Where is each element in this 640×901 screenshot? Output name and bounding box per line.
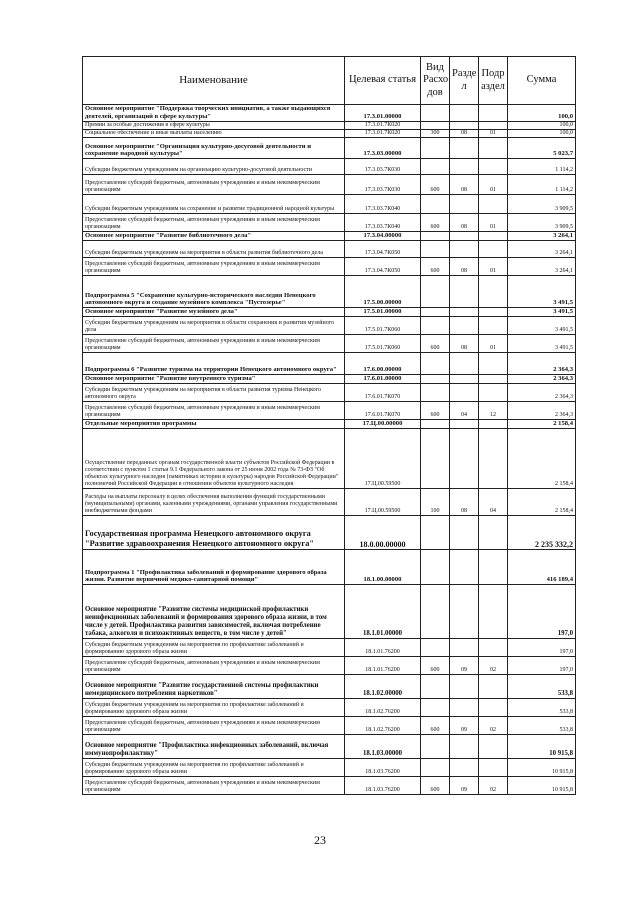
cell-razdel: [450, 122, 479, 130]
table-row: [83, 195, 576, 214]
cell-razdel: [450, 699, 479, 717]
table-row: [83, 159, 576, 175]
cell-vid: [421, 516, 450, 550]
table-row: [83, 675, 576, 699]
cell-vid: 600: [421, 214, 450, 232]
cell-name: Отдельные мероприятия программы: [83, 420, 345, 429]
cell-sum: 100,0: [508, 130, 576, 138]
cell-code: 17.6.01.7К070: [345, 402, 421, 420]
cell-name: Социальное обеспечение и иные выплаты населению: [83, 130, 345, 138]
cell-razdel: [450, 138, 479, 159]
cell-podrazdel: [479, 232, 508, 241]
cell-name: Предоставление субсидий бюджетным, автономным учреждениям и иным некоммерческим организациям: [83, 214, 345, 232]
cell-razdel: [450, 639, 479, 657]
cell-podrazdel: 02: [479, 777, 508, 795]
cell-razdel: [450, 675, 479, 699]
cell-vid: [421, 122, 450, 130]
cell-podrazdel: [479, 138, 508, 159]
cell-razdel: [450, 384, 479, 402]
cell-razdel: [450, 429, 479, 489]
table-row: [83, 138, 576, 159]
cell-podrazdel: [479, 308, 508, 317]
cell-name: Субсидии бюджетным учреждениям на мероприятия по профилактике заболеваний и формированию здорового образа жизни: [83, 699, 345, 717]
cell-code: 17.3.01.00000: [345, 105, 421, 122]
cell-podrazdel: [479, 429, 508, 489]
table-row: [83, 105, 576, 122]
cell-name: Субсидии бюджетным учреждениям на мероприятия в области развития библиотечного дела: [83, 241, 345, 258]
cell-name: Предоставление субсидий бюджетным, автономным учреждениям и иным некоммерческим организациям: [83, 777, 345, 795]
table-row: [83, 232, 576, 241]
cell-sum: 197,0: [508, 585, 576, 639]
cell-vid: [421, 384, 450, 402]
cell-name: Субсидии бюджетным учреждениям на мероприятия в области развития туризма Ненецкого автономного округа: [83, 384, 345, 402]
cell-podrazdel: [479, 159, 508, 175]
table-row: [83, 550, 576, 585]
cell-name: Подпрограмма 6 "Развитие туризма на территории Ненецкого автономного округа": [83, 353, 345, 375]
cell-code: 18.1.03.76200: [345, 759, 421, 777]
cell-vid: 600: [421, 402, 450, 420]
cell-code: 17.3.03.7К030: [345, 159, 421, 175]
cell-vid: [421, 276, 450, 308]
cell-code: 18.1.02.76200: [345, 699, 421, 717]
cell-vid: 600: [421, 657, 450, 675]
cell-vid: [421, 639, 450, 657]
cell-podrazdel: 01: [479, 130, 508, 138]
cell-razdel: [450, 420, 479, 429]
cell-code: 17.6.01.7К070: [345, 384, 421, 402]
cell-code: 17.Ц.00.59500: [345, 489, 421, 516]
table-row: [83, 384, 576, 402]
cell-name: Подпрограмма 5 "Сохранение культурно-исторического наследия Ненецкого автономного округа и создание музейного комплекса "Пустозерье": [83, 276, 345, 308]
cell-podrazdel: [479, 353, 508, 375]
table-row: [83, 777, 576, 795]
cell-razdel: 08: [450, 130, 479, 138]
cell-razdel: 08: [450, 258, 479, 276]
budget-table: [82, 56, 576, 795]
cell-sum: 533,8: [508, 699, 576, 717]
cell-podrazdel: [479, 699, 508, 717]
table-row: [83, 717, 576, 735]
table-row: [83, 375, 576, 384]
cell-name: Предоставление субсидий бюджетным, автономным учреждениям и иным некоммерческим организациям: [83, 657, 345, 675]
cell-razdel: [450, 516, 479, 550]
cell-podrazdel: [479, 735, 508, 759]
cell-podrazdel: 02: [479, 717, 508, 735]
cell-vid: [421, 429, 450, 489]
cell-vid: 300: [421, 130, 450, 138]
cell-code: 17.5.01.7К060: [345, 335, 421, 353]
cell-podrazdel: [479, 375, 508, 384]
cell-razdel: [450, 735, 479, 759]
page-number: 23: [314, 833, 326, 847]
cell-razdel: [450, 375, 479, 384]
cell-code: 18.1.03.00000: [345, 735, 421, 759]
cell-name: Субсидии бюджетным учреждениям на мероприятия по профилактике заболеваний и формированию здорового образа жизни: [83, 759, 345, 777]
cell-vid: [421, 353, 450, 375]
cell-razdel: 04: [450, 402, 479, 420]
cell-name: Основное мероприятие "Развитие государственной системы профилактики немедицинского потребления наркотиков": [83, 675, 345, 699]
cell-podrazdel: [479, 384, 508, 402]
cell-code: 17.3.03.7К030: [345, 175, 421, 195]
header-name: Наименование: [83, 57, 345, 105]
header-sum: Сумма: [508, 57, 576, 105]
header-code: Целевая статья: [345, 57, 421, 105]
cell-podrazdel: [479, 241, 508, 258]
cell-sum: 3 264,1: [508, 232, 576, 241]
table-header: [83, 57, 576, 105]
table-row: [83, 699, 576, 717]
cell-razdel: [450, 759, 479, 777]
cell-sum: 2 364,3: [508, 375, 576, 384]
cell-vid: [421, 138, 450, 159]
cell-name: Основное мероприятие "Развитие внутреннего туризма": [83, 375, 345, 384]
cell-code: 18.1.03.76200: [345, 777, 421, 795]
table-row: [83, 420, 576, 429]
header-razdel: Разде л: [450, 57, 479, 105]
cell-code: 17.3.03.7К040: [345, 214, 421, 232]
cell-vid: [421, 232, 450, 241]
cell-podrazdel: [479, 585, 508, 639]
cell-vid: 600: [421, 258, 450, 276]
table-row: [83, 122, 576, 130]
cell-name: Основное мероприятие "Развитие библиотечного дела": [83, 232, 345, 241]
cell-name: Расходы на выплаты персоналу в целях обеспечения выполнения функций государственными (муниципальными) органами, казенными учреждениями, органами управления государственными внебюджетными фондами: [83, 489, 345, 516]
cell-razdel: [450, 241, 479, 258]
cell-code: 17.3.04.7К050: [345, 241, 421, 258]
cell-podrazdel: 01: [479, 175, 508, 195]
cell-name: Предоставление субсидий бюджетным, автономным учреждениям и иным некоммерческим организациям: [83, 717, 345, 735]
cell-razdel: [450, 276, 479, 308]
cell-name: Предоставление субсидий бюджетным, автономным учреждениям и иным некоммерческим организациям: [83, 258, 345, 276]
cell-razdel: 09: [450, 717, 479, 735]
cell-razdel: [450, 550, 479, 585]
cell-sum: 2 364,3: [508, 353, 576, 375]
cell-sum: 3 264,1: [508, 241, 576, 258]
table-row: [83, 657, 576, 675]
cell-podrazdel: 01: [479, 335, 508, 353]
cell-name: Субсидии бюджетным учреждениям на мероприятия в области сохранения и развития музейного дела: [83, 317, 345, 335]
table-row: [83, 429, 576, 489]
cell-sum: 10 915,8: [508, 777, 576, 795]
cell-code: 18.1.01.00000: [345, 585, 421, 639]
cell-code: 17.5.01.00000: [345, 308, 421, 317]
cell-sum: 3 264,1: [508, 258, 576, 276]
cell-razdel: [450, 585, 479, 639]
cell-razdel: 09: [450, 657, 479, 675]
cell-code: 18.1.02.76200: [345, 717, 421, 735]
header-podrazdel: Подр аздел: [479, 57, 508, 105]
cell-code: 17.5.00.00000: [345, 276, 421, 308]
cell-razdel: [450, 159, 479, 175]
table-body: [83, 105, 576, 795]
cell-sum: 2 158,4: [508, 420, 576, 429]
cell-vid: [421, 195, 450, 214]
cell-name: Государственная программа Ненецкого автономного округа "Развитие здравоохранения Ненецкого автономного округа": [83, 516, 345, 550]
cell-code: 17.6.00.00000: [345, 353, 421, 375]
cell-podrazdel: [479, 550, 508, 585]
table-row: [83, 130, 576, 138]
cell-vid: [421, 550, 450, 585]
cell-sum: 3 909,5: [508, 214, 576, 232]
cell-name: Премии за особые достижения в сфере культуры: [83, 122, 345, 130]
cell-code: 17.3.04.00000: [345, 232, 421, 241]
cell-vid: [421, 699, 450, 717]
cell-code: 17.3.01.7К020: [345, 122, 421, 130]
cell-sum: 10 915,8: [508, 759, 576, 777]
table-row: [83, 489, 576, 516]
cell-vid: [421, 585, 450, 639]
cell-razdel: [450, 308, 479, 317]
cell-podrazdel: 01: [479, 214, 508, 232]
table-row: [83, 308, 576, 317]
cell-podrazdel: [479, 675, 508, 699]
cell-sum: 5 023,7: [508, 138, 576, 159]
cell-vid: [421, 308, 450, 317]
cell-sum: 100,0: [508, 122, 576, 130]
cell-name: Основное мероприятие "Профилактика инфекционных заболеваний, включая иммунопрофилактику": [83, 735, 345, 759]
cell-name: Подпрограмма 1 "Профилактика заболеваний и формирование здорового образа жизни. Развитие первичной медико-санитарной помощи": [83, 550, 345, 585]
cell-name: Основное мероприятие "Поддержка творческих инициатив, а также выдающихся деятелей, организаций в сфере культуры": [83, 105, 345, 122]
table-row: [83, 175, 576, 195]
cell-podrazdel: [479, 195, 508, 214]
table-row: [83, 276, 576, 308]
cell-sum: 1 114,2: [508, 175, 576, 195]
cell-podrazdel: [479, 122, 508, 130]
table-row: [83, 353, 576, 375]
cell-code: 18.1.01.76200: [345, 639, 421, 657]
table-row: [83, 735, 576, 759]
cell-podrazdel: 04: [479, 489, 508, 516]
cell-podrazdel: [479, 639, 508, 657]
cell-razdel: 08: [450, 175, 479, 195]
cell-razdel: 08: [450, 214, 479, 232]
cell-name: Субсидии бюджетным учреждениям на мероприятия по профилактике заболеваний и формированию здорового образа жизни: [83, 639, 345, 657]
cell-podrazdel: [479, 420, 508, 429]
cell-vid: [421, 105, 450, 122]
cell-code: 17.Ц.00.59500: [345, 429, 421, 489]
cell-sum: 533,8: [508, 717, 576, 735]
table-row: [83, 317, 576, 335]
cell-name: Предоставление субсидий бюджетным, автономным учреждениям и иным некоммерческим организациям: [83, 402, 345, 420]
cell-razdel: [450, 195, 479, 214]
cell-sum: 1 114,2: [508, 159, 576, 175]
cell-sum: 3 491,5: [508, 276, 576, 308]
cell-name: Основное мероприятие "Развитие системы медицинской профилактики неинфекционных заболеваний и формирования здорового образа жизни, в том числе у детей. Профилактика развития зависимостей, включая потребление табака, алкоголя и психоактивных веществ, в том числе у детей": [83, 585, 345, 639]
cell-razdel: [450, 232, 479, 241]
cell-sum: 197,0: [508, 639, 576, 657]
table-row: [83, 585, 576, 639]
cell-sum: 10 915,8: [508, 735, 576, 759]
table-row: [83, 258, 576, 276]
cell-name: Предоставление субсидий бюджетным, автономным учреждениям и иным некоммерческим организациям: [83, 335, 345, 353]
cell-code: 17.3.03.00000: [345, 138, 421, 159]
cell-razdel: [450, 105, 479, 122]
cell-code: 17.3.03.7К040: [345, 195, 421, 214]
cell-vid: [421, 420, 450, 429]
table-row: [83, 335, 576, 353]
cell-vid: 100: [421, 489, 450, 516]
cell-vid: [421, 241, 450, 258]
cell-podrazdel: [479, 516, 508, 550]
cell-vid: [421, 375, 450, 384]
cell-code: 17.3.04.7К050: [345, 258, 421, 276]
cell-code: 18.0.00.00000: [345, 516, 421, 550]
cell-code: 17.5.01.7К060: [345, 317, 421, 335]
cell-vid: [421, 759, 450, 777]
cell-sum: 2 364,3: [508, 402, 576, 420]
cell-vid: 600: [421, 175, 450, 195]
cell-podrazdel: [479, 276, 508, 308]
cell-sum: 2 158,4: [508, 429, 576, 489]
cell-vid: [421, 317, 450, 335]
cell-razdel: [450, 317, 479, 335]
cell-code: 18.1.01.76200: [345, 657, 421, 675]
cell-razdel: 09: [450, 777, 479, 795]
cell-vid: 600: [421, 335, 450, 353]
cell-podrazdel: [479, 317, 508, 335]
cell-code: 18.1.00.00000: [345, 550, 421, 585]
cell-code: 17.Ц.00.00000: [345, 420, 421, 429]
table-row: [83, 516, 576, 550]
cell-razdel: 08: [450, 335, 479, 353]
cell-name: Основное мероприятие "Организация культурно-досуговой деятельности и сохранение народной культуры": [83, 138, 345, 159]
cell-sum: 3 491,5: [508, 335, 576, 353]
table-row: [83, 214, 576, 232]
cell-name: Основное мероприятие "Развитие музейного дела": [83, 308, 345, 317]
cell-razdel: 08: [450, 489, 479, 516]
table-row: [83, 639, 576, 657]
cell-name: Предоставление субсидий бюджетным, автономным учреждениям и иным некоммерческим организациям: [83, 175, 345, 195]
cell-podrazdel: 01: [479, 258, 508, 276]
cell-sum: 2 158,4: [508, 489, 576, 516]
cell-razdel: [450, 353, 479, 375]
cell-sum: 2 235 332,2: [508, 516, 576, 550]
cell-vid: 600: [421, 777, 450, 795]
cell-podrazdel: [479, 105, 508, 122]
cell-sum: 2 364,3: [508, 384, 576, 402]
cell-code: 17.3.01.7К020: [345, 130, 421, 138]
cell-sum: 100,0: [508, 105, 576, 122]
table-row: [83, 759, 576, 777]
cell-vid: [421, 159, 450, 175]
cell-podrazdel: 02: [479, 657, 508, 675]
cell-vid: 600: [421, 717, 450, 735]
cell-code: 17.6.01.00000: [345, 375, 421, 384]
cell-code: 18.1.02.00000: [345, 675, 421, 699]
cell-sum: 533,8: [508, 675, 576, 699]
header-vid: Вид Расхо дов: [421, 57, 450, 105]
cell-vid: [421, 675, 450, 699]
cell-sum: 197,0: [508, 657, 576, 675]
cell-sum: 416 189,4: [508, 550, 576, 585]
cell-name: Субсидии бюджетным учреждениям на сохранение и развитие традиционной народной культуры: [83, 195, 345, 214]
table-row: [83, 402, 576, 420]
table-row: [83, 241, 576, 258]
cell-name: Осуществление переданных органам государственной власти субъектов Российской Федерации в соответствии с пунктом 1 статьи 9.1 Федерального закона от 25 июня 2002 года № 73-ФЗ "Об объектах культурного наследия (памятниках истории и культуры) народов Российской Федерации" полномочий Российской Федерации в отношении объектов культурного наследия: [83, 429, 345, 489]
cell-vid: [421, 735, 450, 759]
cell-sum: 3 491,5: [508, 317, 576, 335]
cell-sum: 3 491,5: [508, 308, 576, 317]
cell-sum: 3 909,5: [508, 195, 576, 214]
cell-podrazdel: [479, 759, 508, 777]
cell-podrazdel: 12: [479, 402, 508, 420]
cell-name: Субсидии бюджетным учреждениям на организацию культурно-досуговой деятельности: [83, 159, 345, 175]
